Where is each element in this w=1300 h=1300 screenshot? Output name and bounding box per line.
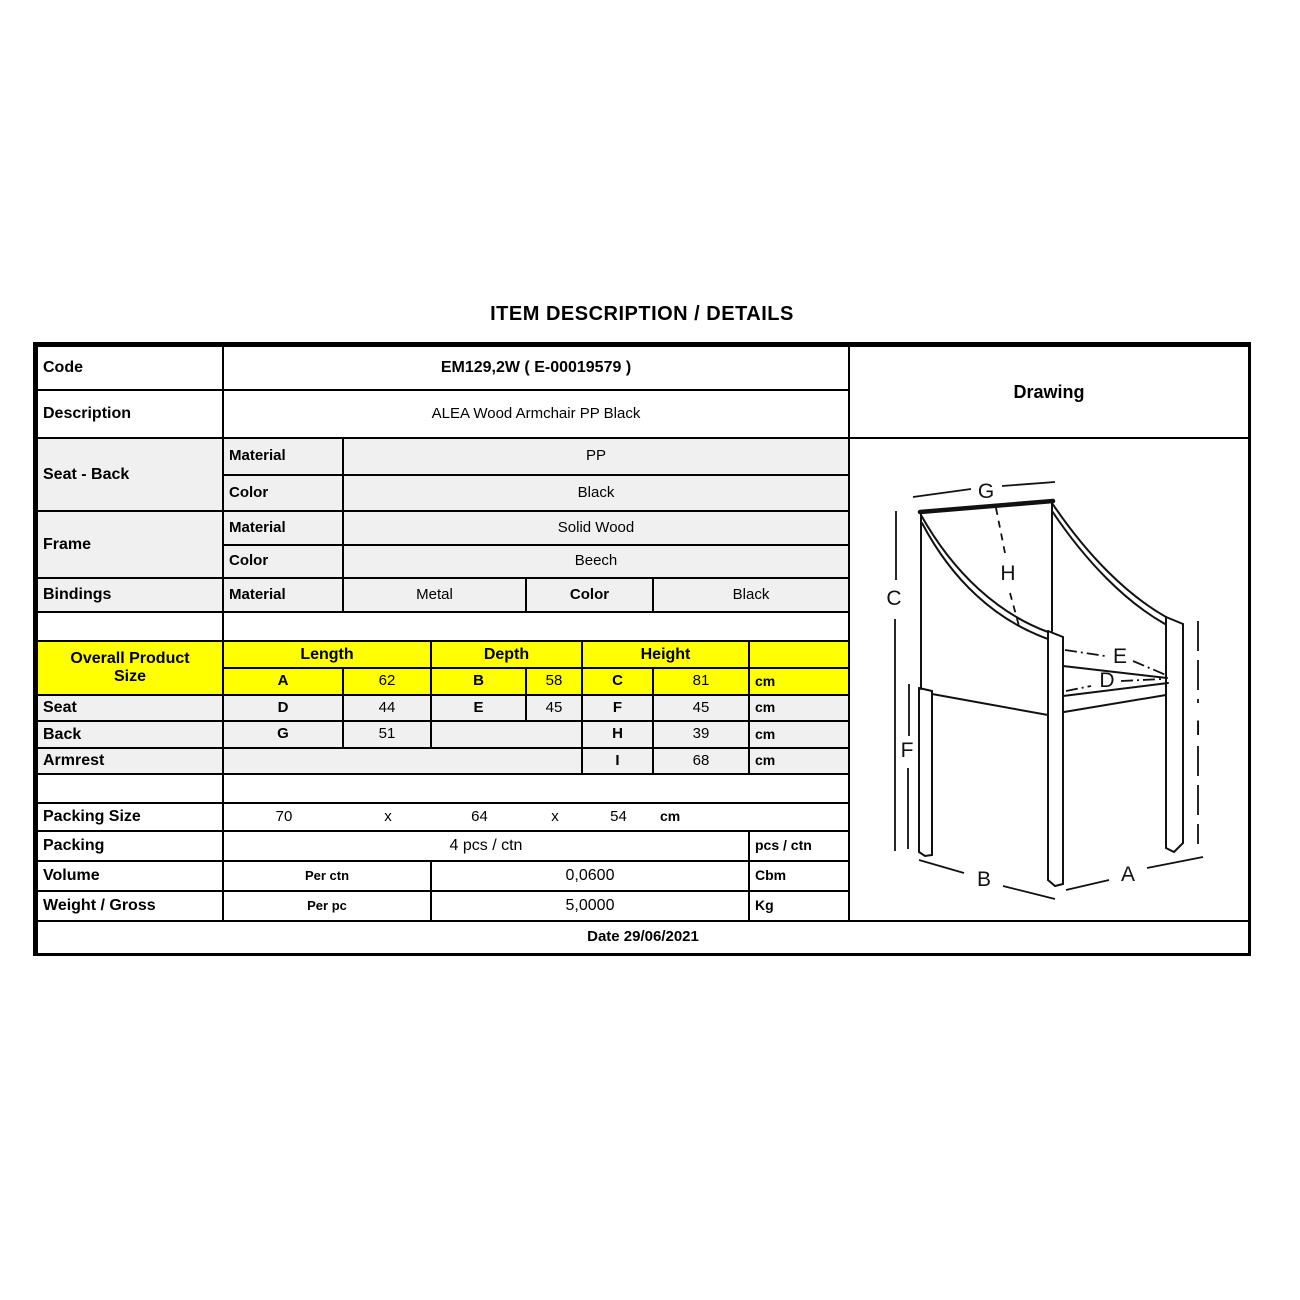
- dim-label-f: F: [900, 739, 914, 762]
- overall-size-label: Overall Product Size: [36, 640, 224, 696]
- dim-label-i: I: [1195, 717, 1201, 740]
- packing-size-v3: 54: [610, 807, 627, 825]
- dim-label-h: H: [1000, 562, 1016, 585]
- dim-label-e: E: [1112, 645, 1128, 668]
- dim-label-a: A: [1120, 863, 1136, 886]
- seat-back-label: Seat - Back: [36, 437, 224, 512]
- bindings-color-label: Color: [525, 577, 654, 613]
- packing-size-unit: cm: [660, 808, 681, 825]
- overall-unit: cm: [748, 667, 850, 696]
- page-title: ITEM DESCRIPTION / DETAILS: [490, 303, 794, 325]
- weight-label: Weight / Gross: [36, 890, 224, 922]
- code-label: Code: [36, 345, 224, 391]
- back-length-value: 51: [342, 720, 432, 749]
- back-height-key: H: [581, 720, 654, 749]
- spacer-row-1-cell: [222, 611, 850, 642]
- chair-drawing-svg: [850, 439, 1248, 920]
- seat-height-value: 45: [652, 694, 750, 722]
- bindings-material-label: Material: [222, 577, 344, 613]
- packing-value: 4 pcs / ctn: [222, 830, 750, 862]
- packing-size-label: Packing Size: [36, 802, 224, 832]
- frame-material-value: Solid Wood: [342, 510, 850, 546]
- overall-height-key: C: [581, 667, 654, 696]
- overall-depth-key: B: [430, 667, 527, 696]
- packing-size-sep2: x: [551, 807, 559, 825]
- back-depth-empty-cell: [430, 720, 583, 749]
- overall-height-value: 81: [652, 667, 750, 696]
- chair-outline: [919, 501, 1183, 886]
- bindings-color-value: Black: [652, 577, 850, 613]
- seat-back-color-value: Black: [342, 474, 850, 512]
- date-row: Date 29/06/2021: [36, 920, 1250, 955]
- packing-size-sep1: x: [384, 807, 392, 825]
- spacer-row-1-label-cell: [36, 611, 224, 642]
- frame-material-label: Material: [222, 510, 344, 546]
- overall-length-value: 62: [342, 667, 432, 696]
- unit-header-cell: [748, 640, 850, 669]
- seat-back-color-label: Color: [222, 474, 344, 512]
- overall-length-key: A: [222, 667, 344, 696]
- length-header: Length: [222, 640, 432, 669]
- volume-value: 0,0600: [430, 860, 750, 892]
- volume-basis: Per ctn: [222, 860, 432, 892]
- depth-header: Depth: [430, 640, 583, 669]
- packing-unit: pcs / ctn: [748, 830, 850, 862]
- seat-unit: cm: [748, 694, 850, 722]
- volume-label: Volume: [36, 860, 224, 892]
- seat-back-material-label: Material: [222, 437, 344, 476]
- bindings-label: Bindings: [36, 577, 224, 613]
- overall-depth-value: 58: [525, 667, 583, 696]
- dim-label-g: G: [977, 480, 995, 503]
- drawing-panel: [848, 437, 1250, 922]
- armrest-row-label: Armrest: [36, 747, 224, 775]
- packing-size-v1: 70: [275, 807, 293, 825]
- seat-depth-value: 45: [525, 694, 583, 722]
- seat-depth-key: E: [430, 694, 527, 722]
- dim-label-c: C: [886, 587, 902, 610]
- bindings-material-value: Metal: [342, 577, 527, 613]
- packing-size-v2: 64: [471, 807, 488, 825]
- back-unit: cm: [748, 720, 850, 749]
- armrest-empty-cell: [222, 747, 583, 775]
- description-value: ALEA Wood Armchair PP Black: [222, 389, 850, 439]
- spacer-row-2-cell: [222, 773, 850, 804]
- volume-unit: Cbm: [748, 860, 850, 892]
- packing-size-values: [222, 802, 850, 832]
- back-height-value: 39: [652, 720, 750, 749]
- weight-value: 5,0000: [430, 890, 750, 922]
- dim-label-b: B: [976, 868, 992, 891]
- seat-length-value: 44: [342, 694, 432, 722]
- frame-color-label: Color: [222, 544, 344, 579]
- armrest-unit: cm: [748, 747, 850, 775]
- drawing-title: Drawing: [848, 345, 1250, 439]
- dim-label-d: D: [1099, 669, 1115, 692]
- frame-label: Frame: [36, 510, 224, 579]
- spacer-row-2-label-cell: [36, 773, 224, 804]
- armrest-height-key: I: [581, 747, 654, 775]
- back-row-label: Back: [36, 720, 224, 749]
- code-value: EM129,2W ( E-00019579 ): [222, 345, 850, 391]
- seat-height-key: F: [581, 694, 654, 722]
- weight-unit: Kg: [748, 890, 850, 922]
- description-label: Description: [36, 389, 224, 439]
- back-length-key: G: [222, 720, 344, 749]
- weight-basis: Per pc: [222, 890, 432, 922]
- frame-color-value: Beech: [342, 544, 850, 579]
- seat-row-label: Seat: [36, 694, 224, 722]
- seat-length-key: D: [222, 694, 344, 722]
- seat-back-material-value: PP: [342, 437, 850, 476]
- height-header: Height: [581, 640, 750, 669]
- packing-label: Packing: [36, 830, 224, 862]
- armrest-height-value: 68: [652, 747, 750, 775]
